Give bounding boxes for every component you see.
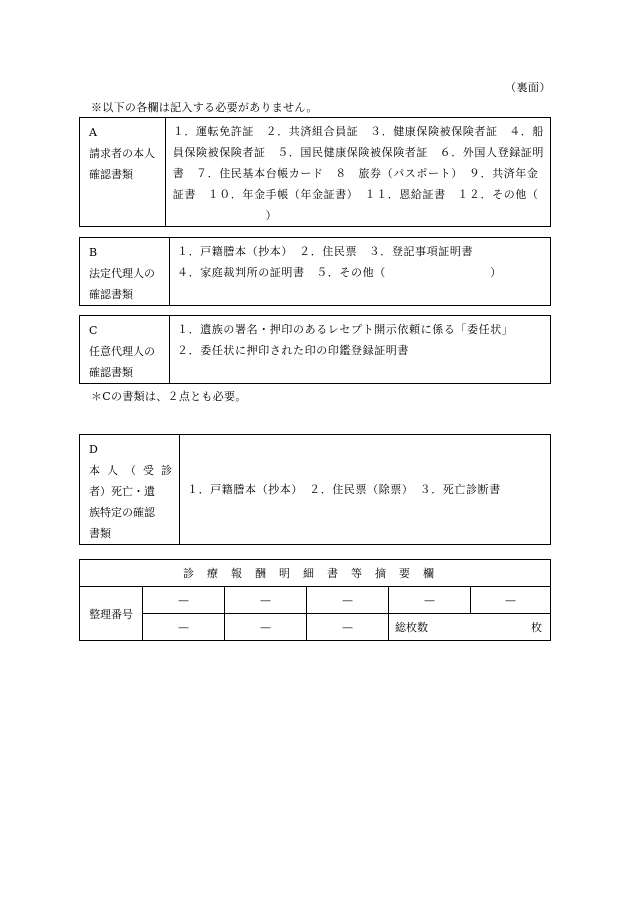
section-a-letter: A: [89, 126, 97, 139]
section-a-body-line: 員保険被保険者証 ５．国民健康保険被保険者証 ６．外国人登録証明: [172, 146, 544, 159]
section-b-label-line: 法定代理人の: [89, 267, 155, 280]
section-d-label-line: 者）死亡・遺: [89, 485, 155, 498]
row-label: 整理番号: [80, 587, 143, 641]
total-count-unit: 枚: [531, 621, 542, 634]
section-a-body-line: 書 ７．住民基本台帳カード ８ 旅券（パスポート） ９．共済年金: [172, 167, 539, 180]
total-count-label: 総枚数: [395, 621, 428, 634]
summary-table: [79, 559, 551, 641]
section-d-label-line: 書類: [89, 527, 111, 540]
number-cell: —: [307, 614, 389, 641]
section-a-label-line: 請求者の本人: [89, 147, 155, 160]
section-c-label: [80, 316, 170, 384]
number-cell: —: [307, 587, 389, 614]
section-d-label: [80, 435, 180, 545]
section-a-body: [165, 118, 550, 227]
section-d-body: １．戸籍謄本（抄本） ２．住民票（除票） ３．死亡診断書: [180, 435, 551, 545]
section-a-body-line: ）: [172, 209, 278, 222]
section-a-label: [80, 118, 166, 227]
section-c-note: ＊Cの書類は、２点とも必要。: [91, 390, 247, 403]
section-b-letter: B: [89, 246, 98, 259]
section-d-box: [79, 434, 551, 545]
section-b-box: [79, 237, 551, 306]
instruction-note: ※以下の各欄は記入する必要がありません。: [91, 101, 318, 114]
section-b-label-line: 確認書類: [89, 288, 133, 301]
section-c-body-line: １．遺族の署名・押印のあるレセプト開示依頼に係る「委任状」: [177, 323, 514, 336]
section-c-label-line: 任意代理人の: [89, 345, 155, 358]
section-a-body-line: １．運転免許証 ２．共済組合員証 ３．健康保険被保険者証 ４．船: [172, 125, 544, 138]
section-b-body-line: １．戸籍謄本（抄本） ２．住民票 ３．登記事項証明書: [177, 245, 474, 258]
section-b-body-line: ４．家庭裁判所の証明書 ５．その他（ ）: [177, 266, 502, 279]
section-d-label-line: 本人（受診: [89, 464, 179, 477]
section-d-letter: D: [89, 443, 98, 456]
section-a-label-line: 確認書類: [89, 168, 133, 181]
section-b-body: [170, 238, 551, 306]
number-cell: —: [471, 587, 551, 614]
section-d-label-line: 族特定の確認: [89, 506, 155, 519]
number-cell: —: [143, 587, 225, 614]
section-c-box: [79, 315, 551, 384]
section-a-box: [79, 117, 551, 227]
total-count-cell: [389, 614, 551, 641]
summary-title: 診療報酬明細書等摘要欄: [80, 560, 551, 587]
section-a-body-line: 証書 １０．年金手帳（年金証書） １１．恩給証書 １２．その他（: [172, 188, 539, 201]
section-c-body-line: ２．委任状に押印された印の印鑑登録証明書: [177, 344, 409, 357]
number-cell: —: [389, 587, 471, 614]
section-c-label-line: 確認書類: [89, 366, 133, 379]
number-cell: —: [225, 587, 307, 614]
number-cell: —: [143, 614, 225, 641]
section-c-letter: C: [89, 324, 98, 337]
number-cell: —: [225, 614, 307, 641]
section-b-label: [80, 238, 170, 306]
page-side-label: （裏面）: [505, 81, 551, 94]
section-c-body: [170, 316, 551, 384]
